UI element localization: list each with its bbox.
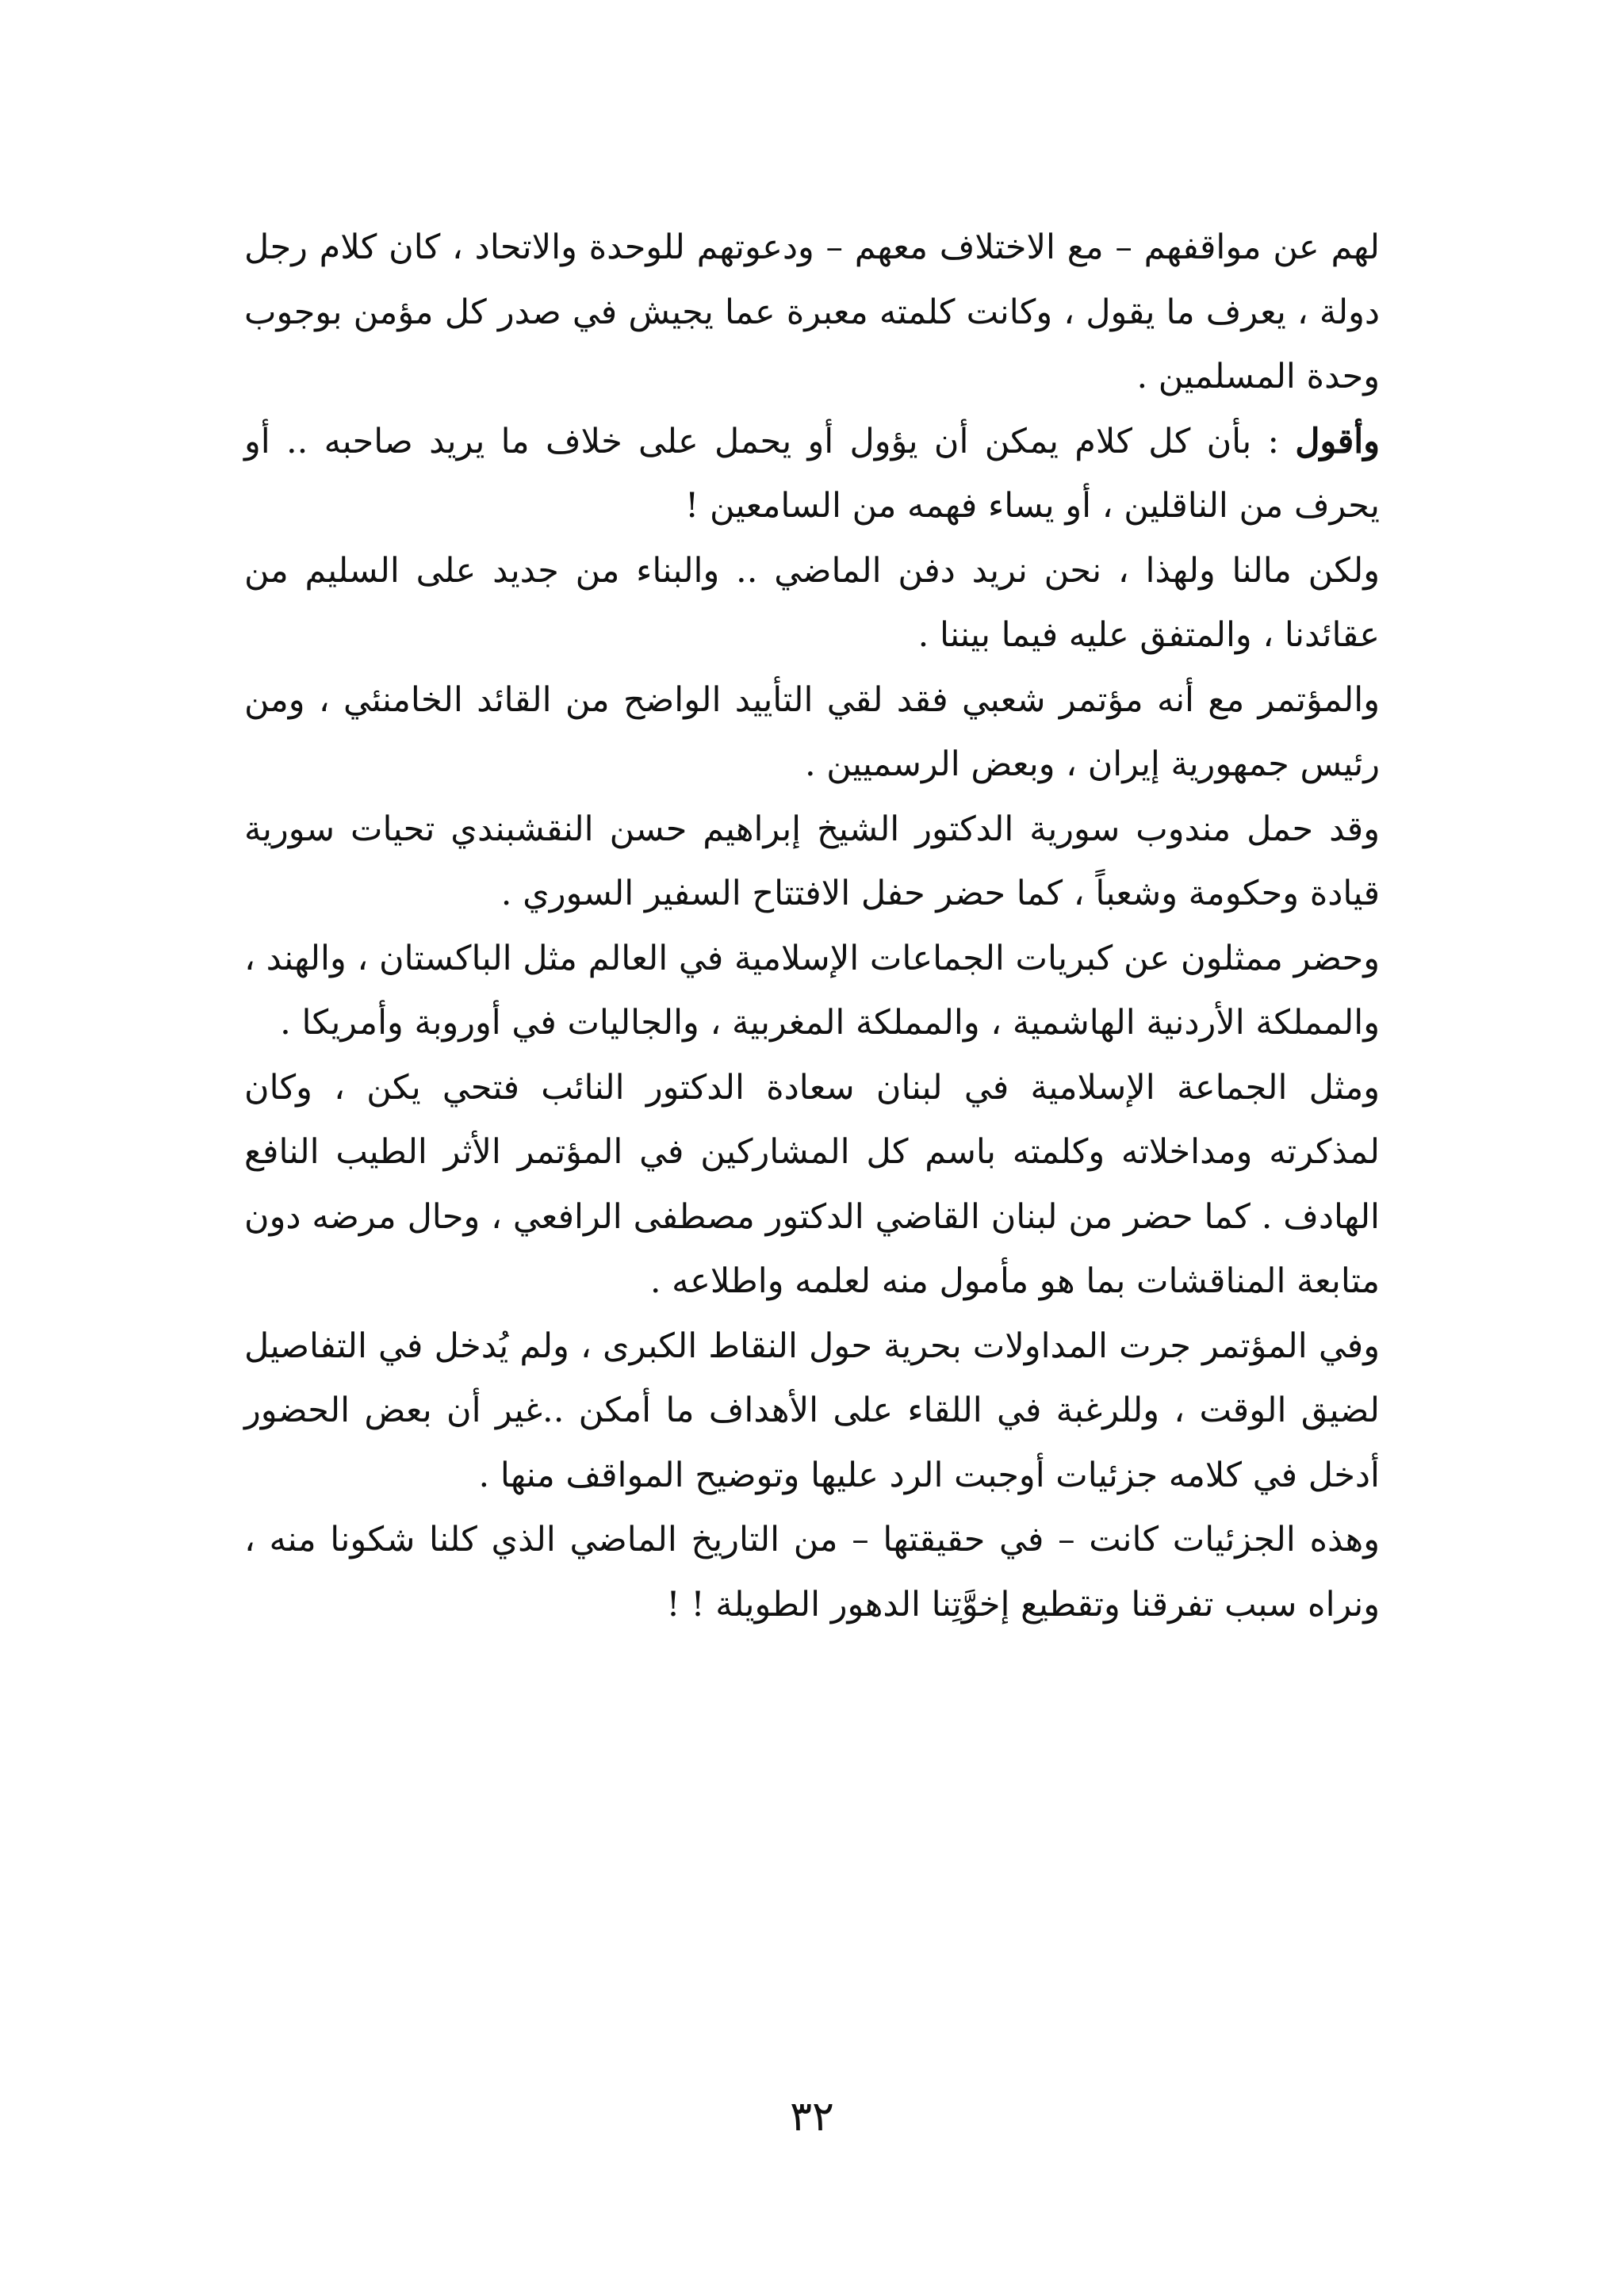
paragraph-3 [244, 539, 1380, 668]
page-number: ٣٢ [790, 2093, 834, 2141]
paragraph-6-text: وحضر ممثلون عن كبريات الجماعات الإسلامية في العالم مثل الباكستان ، والهند ، والمملكة الأردنية الهاشمية ، والمملكة المغربية ، والجاليات في أوروبة وأمريكا . [244, 938, 1380, 1043]
paragraph-5 [244, 798, 1380, 927]
paragraph-7 [244, 1056, 1380, 1314]
paragraph-8-text: وفي المؤتمر جرت المداولات بحرية حول النقاط الكبرى ، ولم يُدخل في التفاصيل لضيق الوقت ، وللرغبة في اللقاء على الأهداف ما أمكن ..غير أن بعض الحضور أدخل في كلامه جزئيات أوجبت الرد عليها وتوضيح المواقف منها . [244, 1326, 1380, 1495]
paragraph-3-text: ولكن مالنا ولهذا ، نحن نريد دفن الماضي .. والبناء من جديد على السليم من عقائدنا ، والمتفق عليه فيما بيننا . [244, 550, 1380, 655]
paragraph-2-lead: وأقول [1295, 421, 1380, 461]
paragraph-4 [244, 668, 1380, 798]
paragraph-4-text: والمؤتمر مع أنه مؤتمر شعبي فقد لقي التأييد الواضح من القائد الخامنئي ، ومن رئيس جمهورية إيران ، وبعض الرسميين . [244, 679, 1380, 784]
paragraph-1 [244, 216, 1380, 410]
paragraph-9-text: وهذه الجزئيات كانت – في حقيقتها – من التاريخ الماضي الذي كلنا شكونا منه ، ونراه سبب تفرقنا وتقطيع إخوَّتِنا الدهور الطويلة ! ! [244, 1520, 1380, 1624]
paragraph-2-text: : بأن كل كلام يمكن أن يؤول أو يحمل على خلاف ما يريد صاحبه .. أو يحرف من الناقلين ، أو يساء فهمه من السامعين ! [244, 421, 1380, 526]
paragraph-9 [244, 1508, 1380, 1637]
paragraph-8 [244, 1314, 1380, 1509]
body-text [244, 216, 1380, 1637]
paragraph-7-text: ومثل الجماعة الإسلامية في لبنان سعادة الدكتور النائب فتحي يكن ، وكان لمذكرته ومداخلاته وكلمته باسم كل المشاركين في المؤتمر الأثر الطيب النافع الهادف . كما حضر من لبنان القاضي الدكتور مصطفى الرافعي ، وحال مرضه دون متابعة المناقشات بما هو مأمول منه لعلمه واطلاعه . [244, 1067, 1380, 1301]
paragraph-6 [244, 927, 1380, 1056]
paragraph-2 [244, 410, 1380, 539]
paragraph-5-text: وقد حمل مندوب سورية الدكتور الشيخ إبراهيم حسن النقشبندي تحيات سورية قيادة وحكومة وشعباً ، كما حضر حفل الافتتاح السفير السوري . [244, 809, 1380, 913]
paragraph-1-text: لهم عن مواقفهم – مع الاختلاف معهم – ودعوتهم للوحدة والاتحاد ، كان كلام رجل دولة ، يعرف ما يقول ، وكانت كلمته معبرة عما يجيش في صدر كل مؤمن بوجوب وحدة المسلمين . [244, 228, 1380, 396]
